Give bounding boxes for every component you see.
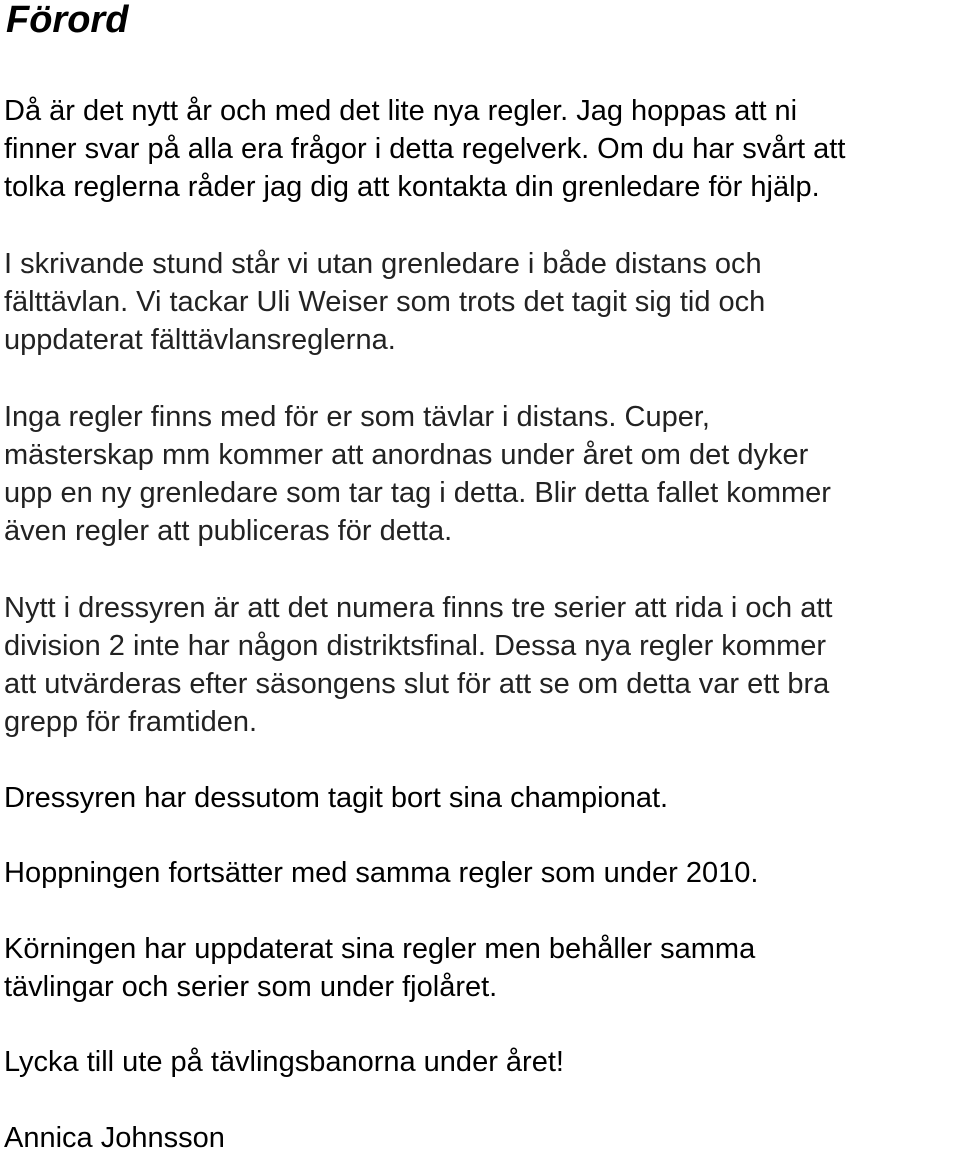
paragraph-lycka-till [4,1043,956,1081]
paragraph-distans [4,398,956,550]
paragraph-line: tolka reglerna råder jag dig att kontakta din grenledare för hjälp. [4,171,820,203]
page-title: Förord [6,0,129,41]
paragraph-line: finner svar på alla era frågor i detta regelverk. Om du har svårt att [4,133,846,165]
paragraph-line: tävlingar och serier som under fjolåret. [4,971,498,1003]
paragraph-dressyr [4,589,956,741]
paragraph-line: även regler att publiceras för detta. [4,515,453,547]
paragraph-line: Dressyren har dessutom tagit bort sina championat. [4,782,669,814]
paragraph-line: uppdaterat fälttävlansreglerna. [4,324,396,356]
paragraph-championat [4,779,956,817]
paragraph-korning [4,930,956,1006]
paragraph-line: Hoppningen fortsätter med samma regler som under 2010. [4,857,759,889]
signature-name: Annica Johnsson [4,1122,225,1154]
paragraph-line: Då är det nytt år och med det lite nya regler. Jag hoppas att ni [4,95,798,127]
signature [4,1119,956,1157]
paragraph-line: division 2 inte har någon distriktsfinal. Dessa nya regler kommer [4,630,827,662]
paragraph-line: Körningen har uppdaterat sina regler men behåller samma [4,933,756,965]
paragraph-line: upp en ny grenledare som tar tag i detta. Blir detta fallet kommer [4,477,831,509]
paragraph-grenledare [4,245,956,359]
paragraph-line: Nytt i dressyren är att det numera finns tre serier att rida i och att [4,592,833,624]
paragraph-line: Lycka till ute på tävlingsbanorna under året! [4,1046,564,1078]
paragraph-line: mästerskap mm kommer att anordnas under året om det dyker [4,439,809,471]
paragraph-line: I skrivande stund står vi utan grenledare i både distans och [4,248,762,280]
paragraph-hoppning [4,854,956,892]
paragraph-line: fälttävlan. Vi tackar Uli Weiser som trots det tagit sig tid och [4,286,766,318]
paragraph-intro [4,92,956,206]
paragraph-line: Inga regler finns med för er som tävlar i distans. Cuper, [4,401,710,433]
paragraph-line: grepp för framtiden. [4,706,258,738]
paragraph-line: att utvärderas efter säsongens slut för att se om detta var ett bra [4,668,830,700]
